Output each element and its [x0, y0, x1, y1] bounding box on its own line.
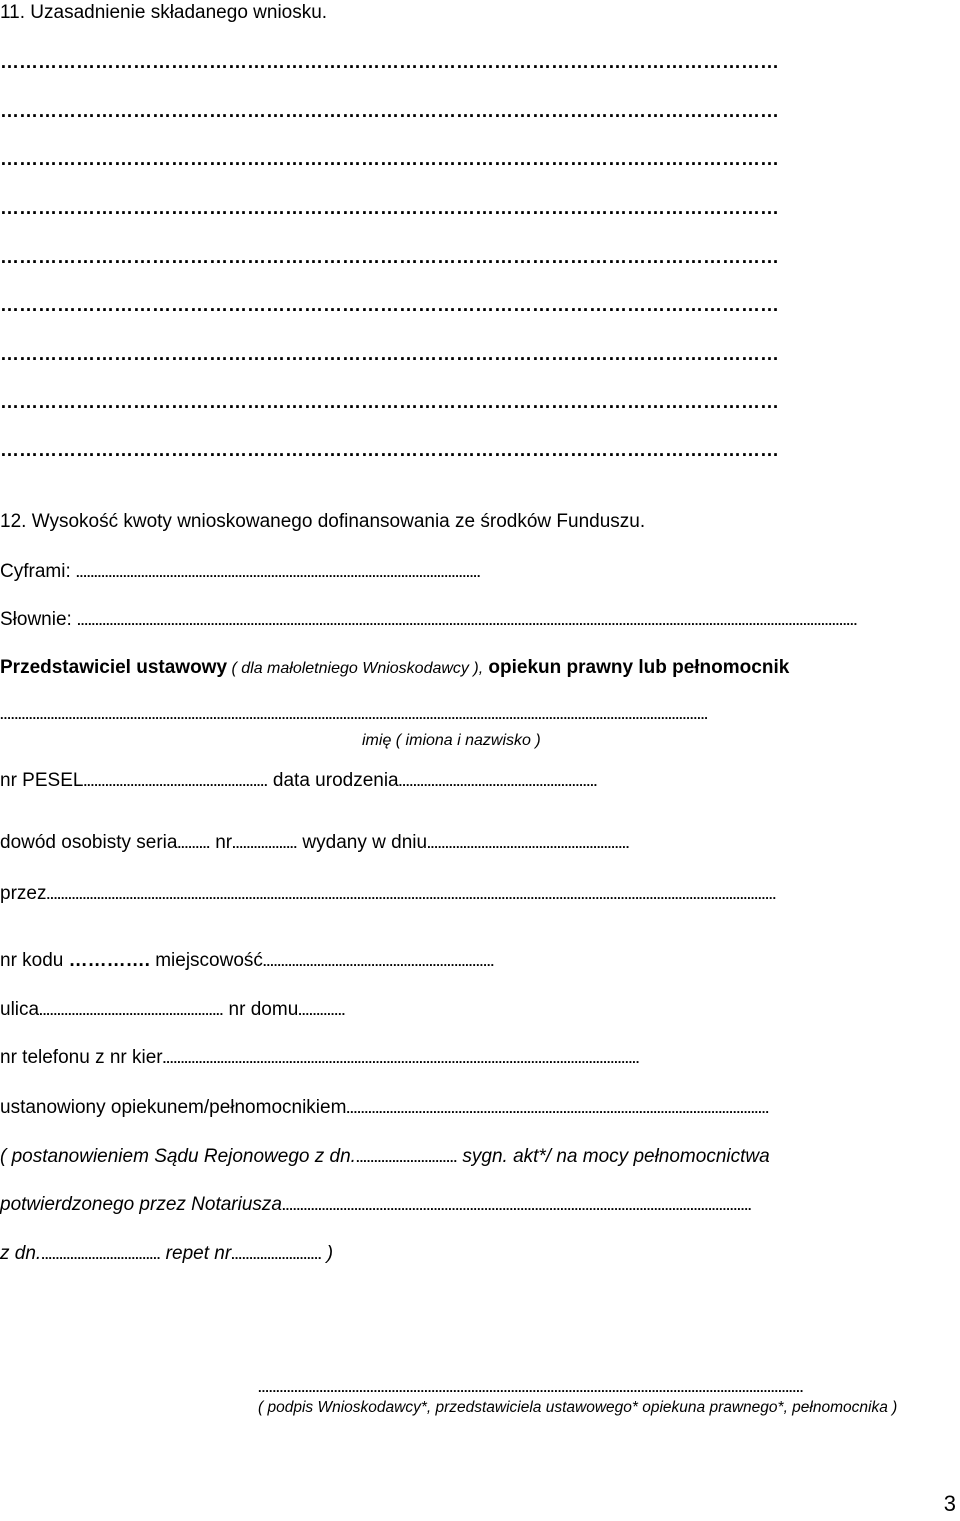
id-number-field[interactable]: .................. [232, 836, 298, 851]
justification-line-5[interactable]: …………………………………………………………………………………………………………… [0, 247, 779, 268]
birth-date-label: data urodzenia [267, 770, 399, 791]
id-series-field[interactable]: ......... [177, 836, 210, 851]
section-11-title: 11. Uzasadnienie składanego wniosku. [0, 2, 328, 23]
issued-date-field[interactable]: ........................................................ [427, 836, 630, 851]
postal-code-field[interactable]: …………. [63, 950, 150, 971]
justification-line-7[interactable]: …………………………………………………………………………………………………………… [0, 344, 779, 365]
amount-words-field[interactable]: ........................................................................................................................................................................................................................ [77, 613, 858, 628]
pesel-row [0, 770, 597, 793]
street-label: ulica [0, 999, 40, 1020]
issuer-row [0, 883, 776, 906]
repertory-close: ) [321, 1243, 334, 1264]
court-decision-label: ( postanowieniem Sądu Rejonowego z dn. [0, 1146, 356, 1167]
issuer-label: przez [0, 883, 47, 904]
notary-label: potwierdzonego przez Notariusza [0, 1194, 282, 1215]
phone-field[interactable]: .................................................................................................................................... [162, 1051, 640, 1066]
signature-field[interactable]: ....................................................................................................................................................... [258, 1380, 804, 1395]
issuer-field[interactable]: .......................................................................................................................................................................................................... [46, 887, 777, 902]
appointed-label: ustanowiony opiekunem/pełnomocnikiem [0, 1097, 347, 1118]
name-caption: imię ( imiona i nazwisko ) [362, 732, 541, 749]
representative-heading [0, 657, 789, 680]
birth-date-field[interactable]: ....................................................... [398, 774, 598, 789]
amount-words-row [0, 609, 857, 632]
address-row [0, 950, 494, 973]
house-number-field[interactable]: ............. [298, 1003, 346, 1018]
justification-line-4[interactable]: …………………………………………………………………………………………………………… [0, 198, 779, 219]
city-label: miejscowość [149, 950, 263, 971]
deed-date-field[interactable]: ................................. [41, 1247, 161, 1262]
representative-heading-guardian: opiekun prawny lub pełnomocnik [483, 657, 790, 678]
justification-line-6[interactable]: …………………………………………………………………………………………………………… [0, 295, 779, 316]
issued-date-label: wydany w dniu [297, 832, 428, 853]
pesel-field[interactable]: ................................................... [83, 774, 268, 789]
justification-line-2[interactable]: …………………………………………………………………………………………………………… [0, 101, 779, 122]
phone-row [0, 1047, 639, 1070]
notary-row [0, 1194, 752, 1217]
amount-digits-row [0, 561, 481, 584]
signature-caption: ( podpis Wnioskodawcy*, przedstawiciela ustawowego* opiekuna prawnego*, pełnomocnika ) [258, 1399, 898, 1416]
house-number-label: nr domu [223, 999, 299, 1020]
notary-field[interactable]: .................................................................................................................................. [282, 1198, 752, 1213]
appointed-field[interactable]: ..................................................................................................................... [346, 1101, 770, 1116]
pesel-label: nr PESEL [0, 770, 84, 791]
id-number-label: nr [209, 832, 233, 853]
phone-label: nr telefonu z nr kier [0, 1047, 163, 1068]
court-date-field[interactable]: ............................ [355, 1150, 458, 1165]
city-field[interactable]: ................................................................ [262, 954, 495, 969]
name-field[interactable]: .................................................................................................................................................................................................... [0, 707, 708, 722]
repertory-row [0, 1243, 333, 1266]
street-field[interactable]: ................................................... [39, 1003, 224, 1018]
section-12-title: 12. Wysokość kwoty wnioskowanego dofinansowania ze środków Funduszu. [0, 511, 646, 532]
deed-date-label: z dn. [0, 1243, 42, 1264]
representative-heading-legal: Przedstawiciel ustawowy [0, 657, 228, 678]
representative-heading-minor: ( dla małoletniego Wnioskodawcy ), [227, 660, 484, 677]
justification-line-1[interactable]: …………………………………………………………………………………………………………… [0, 52, 779, 73]
amount-words-label: Słownie: [0, 609, 78, 630]
id-row [0, 832, 629, 855]
repertory-label: repet nr [160, 1243, 232, 1264]
amount-digits-label: Cyframi: [0, 561, 76, 582]
justification-line-9[interactable]: …………………………………………………………………………………………………………… [0, 440, 779, 461]
page-number: 3 [943, 1491, 956, 1516]
justification-line-3[interactable]: …………………………………………………………………………………………………………… [0, 149, 779, 170]
appointed-row [0, 1097, 769, 1120]
justification-line-8[interactable]: …………………………………………………………………………………………………………… [0, 392, 779, 413]
postal-code-label: nr kodu [0, 950, 64, 971]
id-series-label: dowód osobisty seria [0, 832, 178, 853]
amount-digits-field[interactable]: ................................................................................................................ [76, 565, 481, 580]
street-row [0, 999, 345, 1022]
repertory-field[interactable]: ......................... [231, 1247, 322, 1262]
case-number-label: sygn. akt*/ na mocy pełnomocnictwa [457, 1146, 770, 1167]
court-row [0, 1146, 770, 1169]
